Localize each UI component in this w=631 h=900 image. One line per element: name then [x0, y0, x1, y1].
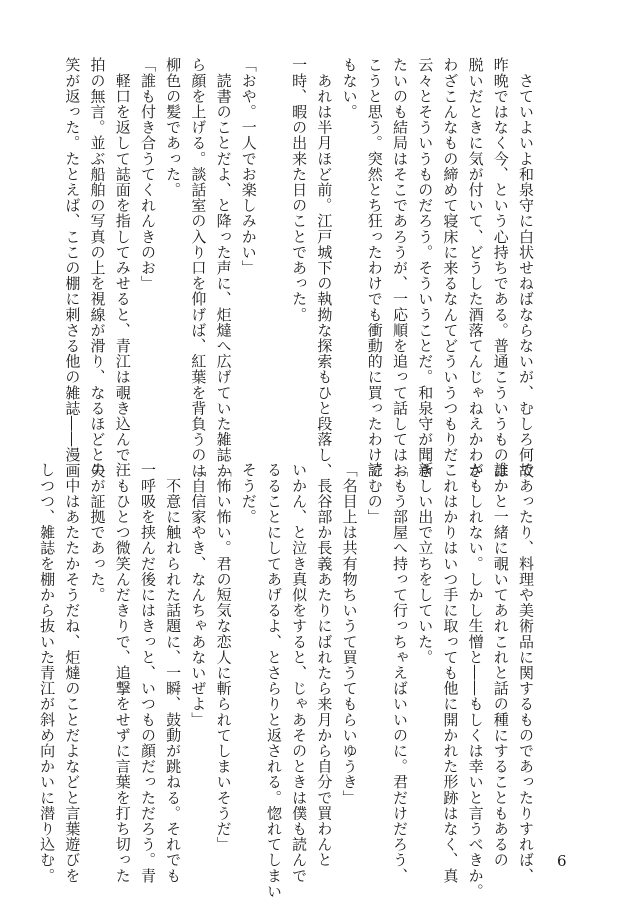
text-column: 柳色の髪であった。: [164, 57, 183, 198]
text-column: 「自信家やき、なんちゃあないぜよ」: [189, 462, 208, 728]
text-column: たいのも結局はそこであろうが、一応順を追って話してはお: [390, 57, 409, 479]
text-column: 新しい出で立ちをしていた。: [416, 462, 435, 665]
text-column: 「名目上は共有物ちいうて買うてもらいゆうき」: [340, 462, 359, 806]
text-column: これはかりはいつ手に取っても他に開かれた形跡はなく、真: [441, 462, 460, 884]
text-column: 読書のことだよ、と降った声に、炬燵へ広げていた雑誌か: [214, 57, 233, 479]
text-column: 一呼吸を挟んだ後にはきっと、いつもの顔だっただろう。青: [138, 462, 157, 884]
text-column: 江もひとつ微笑んだきりで、追撃をせずに言葉を打ち切った: [113, 462, 132, 884]
text-column: るることにしてあげるよ、とさらりと返される。惚れてしまい: [264, 462, 283, 899]
text-column: 軽口を返して誌面を指してみせると、青江は覗き込んで一: [113, 57, 132, 479]
text-column: 「おや。一人でお楽しみかい」: [239, 57, 258, 276]
text-column: 昨晩ではなく今、という心持ちである。普通こういうものは: [491, 57, 510, 479]
text-block-upper: [63, 57, 538, 479]
text-column: 「もう部屋へ持って行っちゃえばいいのに。君だけだろう、: [390, 462, 409, 884]
text-column: ら顔を上げる。談話室の入り口を仰げば、紅葉を背負うのは: [189, 57, 208, 479]
text-column: 「怖い怖い。君の短気な恋人に斬られてしまいそうだ」: [214, 462, 233, 852]
text-column: 不意に触れられた話題に、一瞬、鼓動が跳ねる。それでも: [164, 462, 183, 884]
text-column: 笑が返った。たとえば、ここの棚に刺さる他の雑誌――漫画: [63, 57, 82, 479]
text-column: のが証拠であった。: [88, 462, 107, 603]
text-column: もない。: [340, 57, 359, 120]
text-column: 一時、暇の出来た日のことであった。: [290, 57, 309, 323]
text-column: わざこんなもの締めて寝床に来るなんてどういうつもりだ: [441, 57, 460, 463]
text-column: こうと思う。突然とち狂ったわけでも衝動的に買ったわけで: [365, 57, 384, 479]
text-column: 読むの」: [365, 462, 384, 525]
text-column: 長谷部か長義あたりにばれたら来月から自分で買わんと: [315, 462, 334, 868]
page-number: 6: [557, 852, 567, 870]
text-column: そうだ。: [239, 462, 258, 525]
text-column: さていよいよ和泉守に白状せねばならないが、むしろ何故: [517, 57, 535, 479]
text-column: 「誰も付き合うてくれんきのお」: [138, 57, 157, 291]
text-column: [261, 57, 286, 422]
text-column: かもしれない。しかし生憎と――もしくは幸いと言うべきか。: [466, 462, 485, 899]
text-block-lower: [38, 462, 538, 899]
text-column: 中はあたたかそうだね、炬燵のことだよなどと言葉遊びを: [63, 462, 82, 884]
text-column: しつつ、雑誌を棚から抜いた青江が斜め向かいに潜り込む。: [38, 462, 57, 884]
text-column: 誰かと一緒に覗いてあれこれと話の種にすることもあるの: [491, 462, 510, 868]
text-column: 拍の無言。並ぶ船舶の写真の上を視線が滑り、なるほどと失: [88, 57, 107, 479]
text-column: 云々とそういうものだろう。そういうことだ。和泉守が聞き: [416, 57, 435, 479]
text-column: あれは半月ほど前。江戸城下の執拗な探索もひと段落し、: [315, 57, 334, 479]
text-column: 脱いだときに気が付いて、どうした酒落てんじゃねえかわざ: [466, 57, 485, 479]
text-column: であったり、料理や美術品に関するものであったりすれば、: [517, 462, 535, 884]
text-column: いかん、と泣き真似をすると、じゃあそのときは僕も読んで: [290, 462, 309, 884]
